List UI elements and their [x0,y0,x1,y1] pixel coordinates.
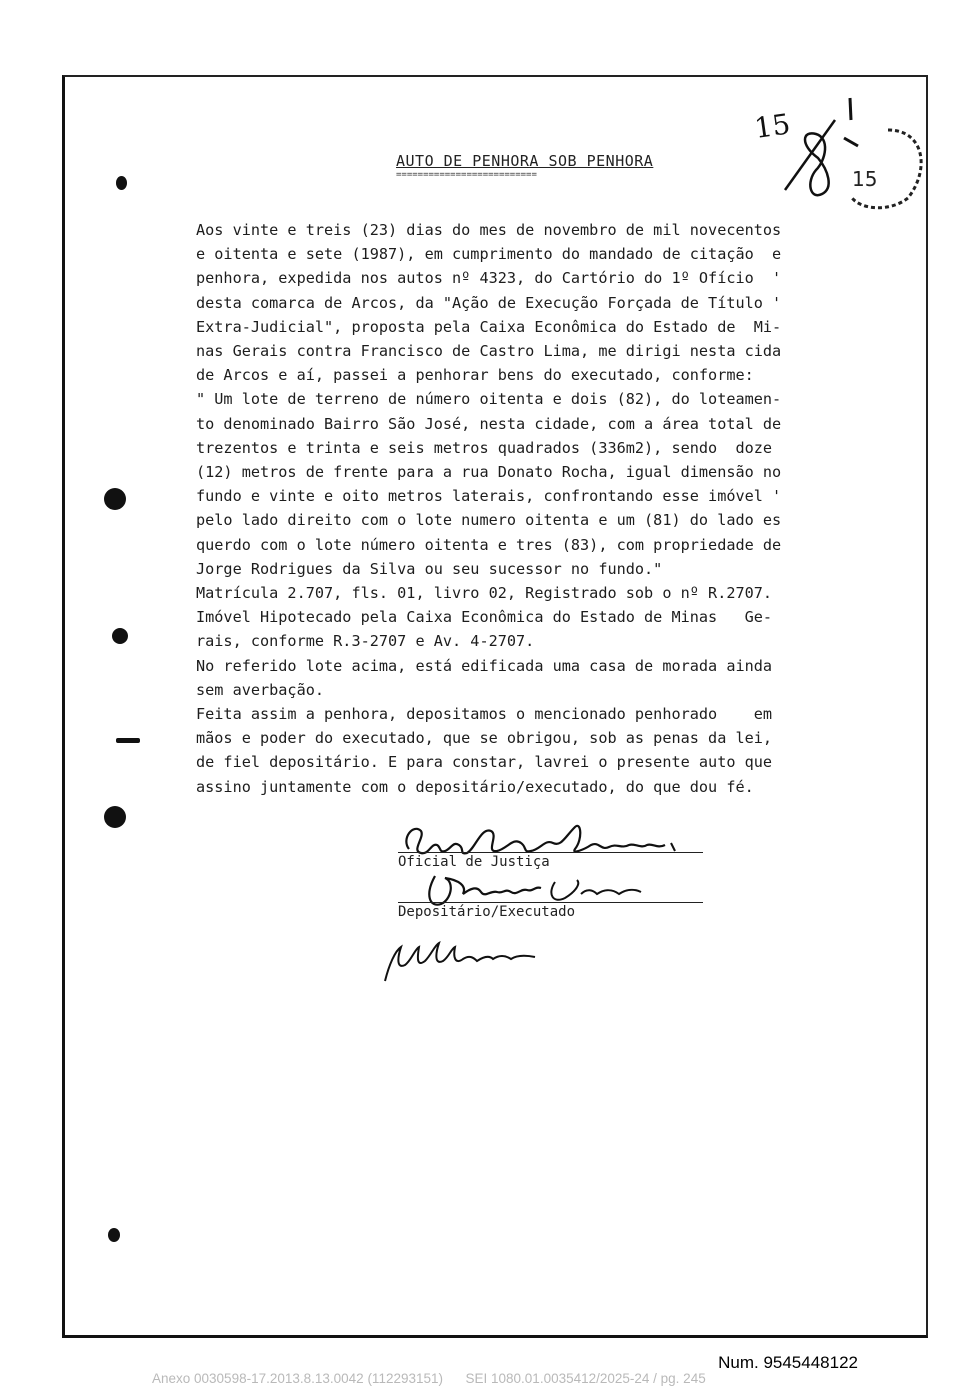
body-line: Matrícula 2.707, fls. 01, livro 02, Registrado sob o nº R.2707. [196,584,773,603]
official-signature-line [398,852,703,853]
document-number: Num. 9545448122 [718,1353,858,1372]
body-line: to denominado Bairro São José, nesta cidade, com a área total de [196,414,782,433]
body-line: Imóvel Hipotecado pela Caixa Econômica do Estado de Minas Ge- [196,608,773,627]
body-line: mãos e poder do executado, que se obrigou, sob as penas da lei, [196,729,773,748]
body-line: Feita assim a penhora, depositamos o mencionado penhorado em [196,705,773,724]
document-title: AUTO DE PENHORA SOB PENHORA [396,152,654,170]
body-line: " Um lote de terreno de número oitenta e dois (82), do loteamen- [196,390,782,409]
body-line: fundo e vinte e oito metros laterais, confrontando esse imóvel ' [196,487,782,506]
body-line: querdo com o lote número oitenta e tres (83), com propriedade de [196,535,782,554]
body-line: trezentos e trinta e seis metros quadrados (336m2), sendo doze [196,438,773,457]
body-line: rais, conforme R.3-2707 e Av. 4-2707. [196,632,535,651]
body-line: Extra-Judicial", proposta pela Caixa Econômica do Estado de Mi- [196,317,782,336]
footer-metadata: Anexo 0030598-17.2013.8.13.0042 (112293151) SEI 1080.01.0035412/2025-24 / pg. 245 [152,1371,706,1386]
body-line: sem averbação. [196,680,325,699]
body-line: assino juntamente com o depositário/executado, do que dou fé. [196,777,754,796]
page-number-annotation [740,90,940,230]
body-line: Aos vinte e treis (23) dias do mes de novembro de mil novecentos [196,221,782,239]
body-line: (12) metros de frente para a rua Donato Rocha, igual dimensão no [196,463,782,482]
body-line: No referido lote acima, está edificada uma casa de morada ainda [196,656,773,675]
body-line: de fiel depositário. E para constar, lavrei o presente auto que [196,753,773,772]
body-line: penhora, expedida nos autos nº 4323, do Cartório do 1º Ofício ' [196,269,782,288]
punch-hole [104,806,126,828]
rubric-signature [375,935,555,985]
punch-hole [104,488,126,510]
punch-hole [108,1228,120,1242]
depositary-signature-line [398,902,703,903]
body-line: desta comarca de Arcos, da "Ação de Execução Forçada de Título ' [196,293,782,312]
body-line: pelo lado direito com o lote numero oitenta e um (81) do lado es [196,511,782,530]
margin-note-number: 15 [752,107,793,145]
circled-page-number: 15 [852,167,878,191]
depositary-label: Depositário/Executado [398,904,576,920]
official-label: Oficial de Justiça [398,854,550,870]
punch-hole [112,628,128,644]
punch-hole [116,738,140,743]
body-line: de Arcos e aí, passei a penhorar bens do executado, conforme: [196,366,754,385]
body-line: Jorge Rodrigues da Silva ou seu sucessor no fundo." [196,559,663,578]
punch-hole [116,176,127,190]
title-double-rule: ========================== [396,170,537,180]
body-line: e oitenta e sete (1987), em cumprimento do mandado de citação e [196,245,782,264]
body-line: nas Gerais contra Francisco de Castro Lima, me dirigi nesta cida [196,342,782,361]
document-body [196,218,856,799]
